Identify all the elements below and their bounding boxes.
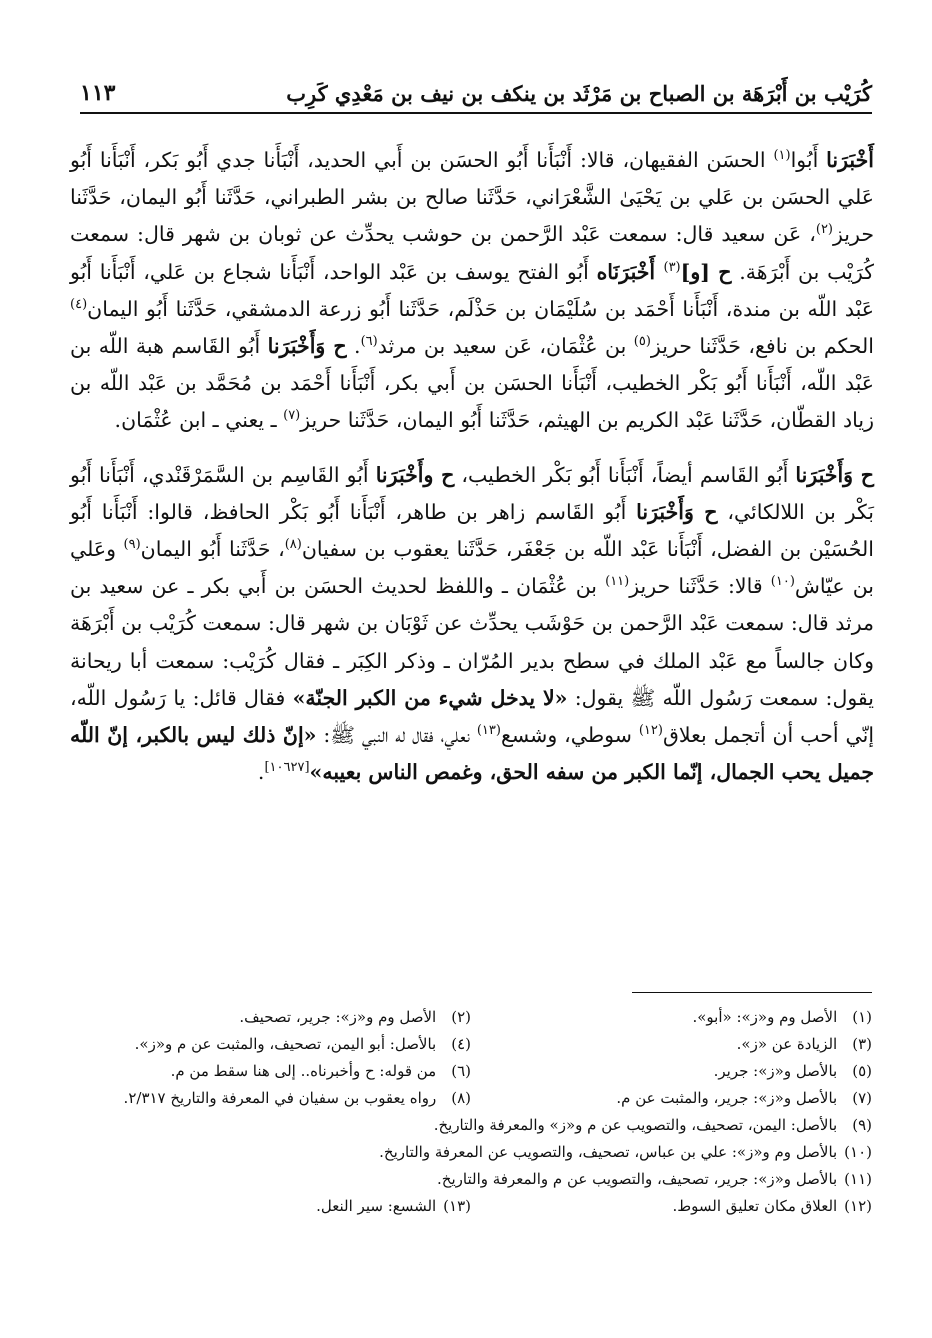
- footnote-text: رواه يعقوب بن سفيان في المعرفة والتاريخ ٢/٣١٧.: [123, 1088, 441, 1107]
- text-segment: نعلي، فقال له النبي ﷺ:: [316, 723, 477, 748]
- footnote-text: الأصل وم و«ز»: جرير، تصحيف.: [239, 1007, 441, 1026]
- footnote: [379, 1143, 872, 1161]
- text-segment: ـ يعني ـ ابن عُثْمَان.: [114, 408, 284, 433]
- bold-phrase: أَخْبَرَنَاه: [596, 259, 664, 284]
- page-header: [80, 72, 872, 114]
- bold-phrase: ح وأَخْبَرَنا: [375, 462, 455, 487]
- paragraph: [70, 142, 874, 440]
- footnote-text: بالأصل: أبو اليمن، تصحيف، والمثبت عن م و«ز».: [134, 1034, 441, 1053]
- footnote-text: من قوله: ح وأخبرناه.. إلى هنا سقط من م.: [170, 1061, 441, 1080]
- text-segment: بن عُثْمَان، عَن سعيد بن مرثد: [377, 334, 634, 359]
- footnote-marker: (١٠): [770, 574, 795, 590]
- footnote: [471, 1089, 872, 1107]
- footnote-marker: (١٢): [638, 723, 663, 739]
- footnote-row: [70, 1138, 872, 1165]
- footnote: [471, 1062, 872, 1080]
- bold-phrase: ح وَأَخْبَرَنا: [636, 499, 718, 524]
- bold-phrase: «إنّ ذلك ليس بالكبر، إنّ اللّه جميل يحب الجمال، إنّما الكبر من سفه الحق، وغمص الناس بعيبه»: [70, 723, 874, 785]
- footnote-text: العلاق مكان تعليق السوط.: [672, 1196, 842, 1215]
- footnote-number: (١): [852, 1007, 872, 1026]
- text-segment: أَبُو القَاسم زاهر بن طاهر، أَنْبَأَنا أَبُو بَكْر الحافظ، قالوا: أَنْبَأَنا أَبُو الحُسَيْن بن الفضل، أَنْبَأَنا عَبْد اللّه بن جَعْفَر، حَدَّثَنا يعقوب بن سفيان: [70, 499, 874, 562]
- footnote-text: بالأصل: اليمن، تصحيف، والتصويب عن م و«ز» والمعرفة والتاريخ.: [433, 1115, 842, 1134]
- footnote: [471, 1197, 872, 1215]
- footnote-marker: [١٠٦٢٧]: [264, 760, 310, 776]
- footnote-number: (١٢): [844, 1196, 872, 1215]
- text-segment: أَبُو القَاسم هبة اللّه بن عَبْد اللّه، أَنْبَأَنا أَبُو بَكْر الخطيب، أَنْبَأَنا الحسَن بن أَبي بكر، أَنْبَأَنا أَحْمَد بن مُحَمَّد بن عَبْد اللّه بن زياد القطّان، حَدَّثَنا عَبْد الكريم بن الهيثم، حَدَّثَنا أَبُو اليمان، حَدَّثَنا حريز: [70, 334, 874, 433]
- footnote-text: بالأصل وم و«ز»: علي بن عباس، تصحيف، والتصويب عن المعرفة والتاريخ.: [379, 1142, 842, 1161]
- footnote-text: الزيادة عن «ز».: [736, 1034, 842, 1053]
- footnote: [471, 1035, 872, 1053]
- text-segment: سوطي، وشسع: [500, 723, 639, 748]
- text-segment: .: [257, 760, 265, 785]
- footnote: [70, 1035, 471, 1053]
- footnote: [70, 1089, 471, 1107]
- text-segment: الحسَن الفقيهان، قالا: أَنْبَأَنا أَبُو الحسَن بن أَبي الحديد، أَنْبَأَنا جدي أَبُو بَكر، أَنْبَأَنا أَبُو عَلي الحسَن بن عَلي بن يَحْيَىٰ الشَّعْرَاني، حَدَّثَنا صالح بن بشر الطبراني، حَدَّثَنا أَبُو اليمان، حَدَّثَنا حريز: [70, 148, 874, 247]
- running-title: كُرَيْب بن أَبْرَهَة بن الصباح بن مَرْثَد بن ينكف بن نيف بن مَعْدِي كَرِب: [286, 81, 872, 106]
- footnotes: [70, 1003, 872, 1219]
- footnote-marker: (٦): [360, 334, 378, 350]
- footnote-number: (٤): [451, 1034, 471, 1053]
- footnote: [434, 1116, 872, 1134]
- footnote-row: [70, 1084, 872, 1111]
- footnote-marker: (٨): [284, 537, 302, 553]
- footnote-number: (١٠): [844, 1142, 872, 1161]
- footnote-row: [70, 1192, 872, 1219]
- text-segment: ، حَدَّثَنا أَبُو اليمان: [140, 537, 285, 562]
- footnote-marker: (٧): [283, 408, 301, 424]
- footnote: [437, 1170, 872, 1188]
- footnote-marker: (٥): [633, 334, 651, 350]
- text-segment: قالا: حَدَّثَنا حريز: [629, 574, 771, 599]
- footnote-number: (٥): [852, 1061, 872, 1080]
- footnote-marker: (٣): [663, 259, 681, 275]
- text-segment: ، عَن سعيد قال: سمعت عَبْد الرَّحمن بن حوشب يحدِّث عن ثوبان بن شهر قال: سمعت كُرَيْب بن أَبْرَهَة.: [70, 222, 875, 284]
- footnote-text: بالأصل و«ز»: جرير.: [713, 1061, 842, 1080]
- footnote-text: بالأصل و«ز»: جرير، تصحيف، والتصويب عن م والمعرفة والتاريخ.: [437, 1169, 842, 1188]
- text-segment: أَبُوا: [790, 148, 827, 172]
- bold-phrase: ح وَأَخْبَرَنا: [795, 462, 874, 487]
- footnote-divider: [632, 992, 872, 993]
- footnote: [471, 1008, 872, 1026]
- text-segment: وعَلي بن عيّاش: [70, 537, 875, 599]
- footnote-text: الأصل وم و«ز»: «أبو».: [692, 1007, 842, 1026]
- text-segment: فقال قائل: يا رَسُول اللّه، إنّي أحب أن أتجمل بعلاق: [70, 685, 875, 748]
- footnote-marker: (٩): [123, 537, 141, 553]
- footnote-marker: (١): [773, 148, 791, 164]
- bold-phrase: ح [و]: [680, 259, 732, 284]
- text-segment: بن عُثْمَان ـ واللفظ لحديث الحسَن بن أَبي بكر ـ عن سعيد بن مرثد قال: سمعت عَبْد الرَّحمن بن حَوْشَب يحدِّث عن ثَوْبَان بن شهر قال: سمعت كُرَيْب بن أَبْرَهَة وكان جالساً مع عَبْد الملك في سطح بدير المُرّان ـ وذكر الكِبَر ـ فقال كُرَيْب: سمعت أبا ريحانة يقول: سمعت رَسُول اللّه ﷺ يقول:: [70, 574, 875, 710]
- footnote-marker: (٢): [815, 222, 833, 238]
- footnote-number: (١٣): [443, 1196, 471, 1215]
- footnote-number: (٩): [852, 1115, 872, 1134]
- footnote-number: (٧): [852, 1088, 872, 1107]
- footnote-number: (٢): [451, 1007, 471, 1026]
- footnote-marker: (٤): [70, 296, 88, 312]
- footnote-text: بالأصل و«ز»: جرير، والمثبت عن م.: [616, 1088, 842, 1107]
- main-text: [70, 142, 874, 791]
- footnote: [70, 1062, 471, 1080]
- text-segment: أَبُو القَاسِم بن السَّمَرْقَنْدي، أَنْبَأَنا أَبُو بَكْر بن اللالكائي،: [70, 462, 874, 524]
- footnote-number: (٦): [451, 1061, 471, 1080]
- footnote-row: [70, 1057, 872, 1084]
- page-number: ١١٣: [80, 80, 116, 106]
- footnote-number: (١١): [844, 1169, 872, 1188]
- footnote-row: [70, 1030, 872, 1057]
- footnote-row: [70, 1003, 872, 1030]
- bold-phrase: أَخْبَرَنا: [826, 148, 874, 172]
- footnote-marker: (١٣): [476, 723, 501, 739]
- text-segment: أَبُو الفتح يوسف بن عَبْد الواحد، أَنْبَأَنا شجاع بن عَلي، أَنْبَأَنا أَبُو عَبْد اللّه بن مندة، أَنْبَأَنا أَحْمَد بن سُلَيْمَان بن حَذْلَم، حَدَّثَنا أَبُو زرعة الدمشقي، حَدَّثَنا أَبُو اليمان: [70, 259, 874, 321]
- footnote: [70, 1008, 471, 1026]
- footnote-number: (٣): [852, 1034, 872, 1053]
- footnote-row: [70, 1165, 872, 1192]
- text-segment: الحكم بن نافع، حَدَّثَنا حريز: [650, 334, 874, 359]
- bold-phrase: «لا يدخل شيء من الكبر الجنّة»: [292, 685, 568, 710]
- footnote-marker: (١١): [605, 574, 630, 590]
- footnote-row: [70, 1111, 872, 1138]
- paragraph: [70, 457, 874, 792]
- text-segment: أَبُو القَاسم أيضاً، أَنْبَأَنا أَبُو بَكْر الخطيب،: [454, 462, 796, 487]
- footnote-text: الشسع: سير النعل.: [316, 1196, 441, 1215]
- text-segment: .: [346, 334, 361, 359]
- bold-phrase: ح وَأَخْبَرَنا: [267, 334, 347, 359]
- footnote: [70, 1197, 471, 1215]
- footnote-number: (٨): [451, 1088, 471, 1107]
